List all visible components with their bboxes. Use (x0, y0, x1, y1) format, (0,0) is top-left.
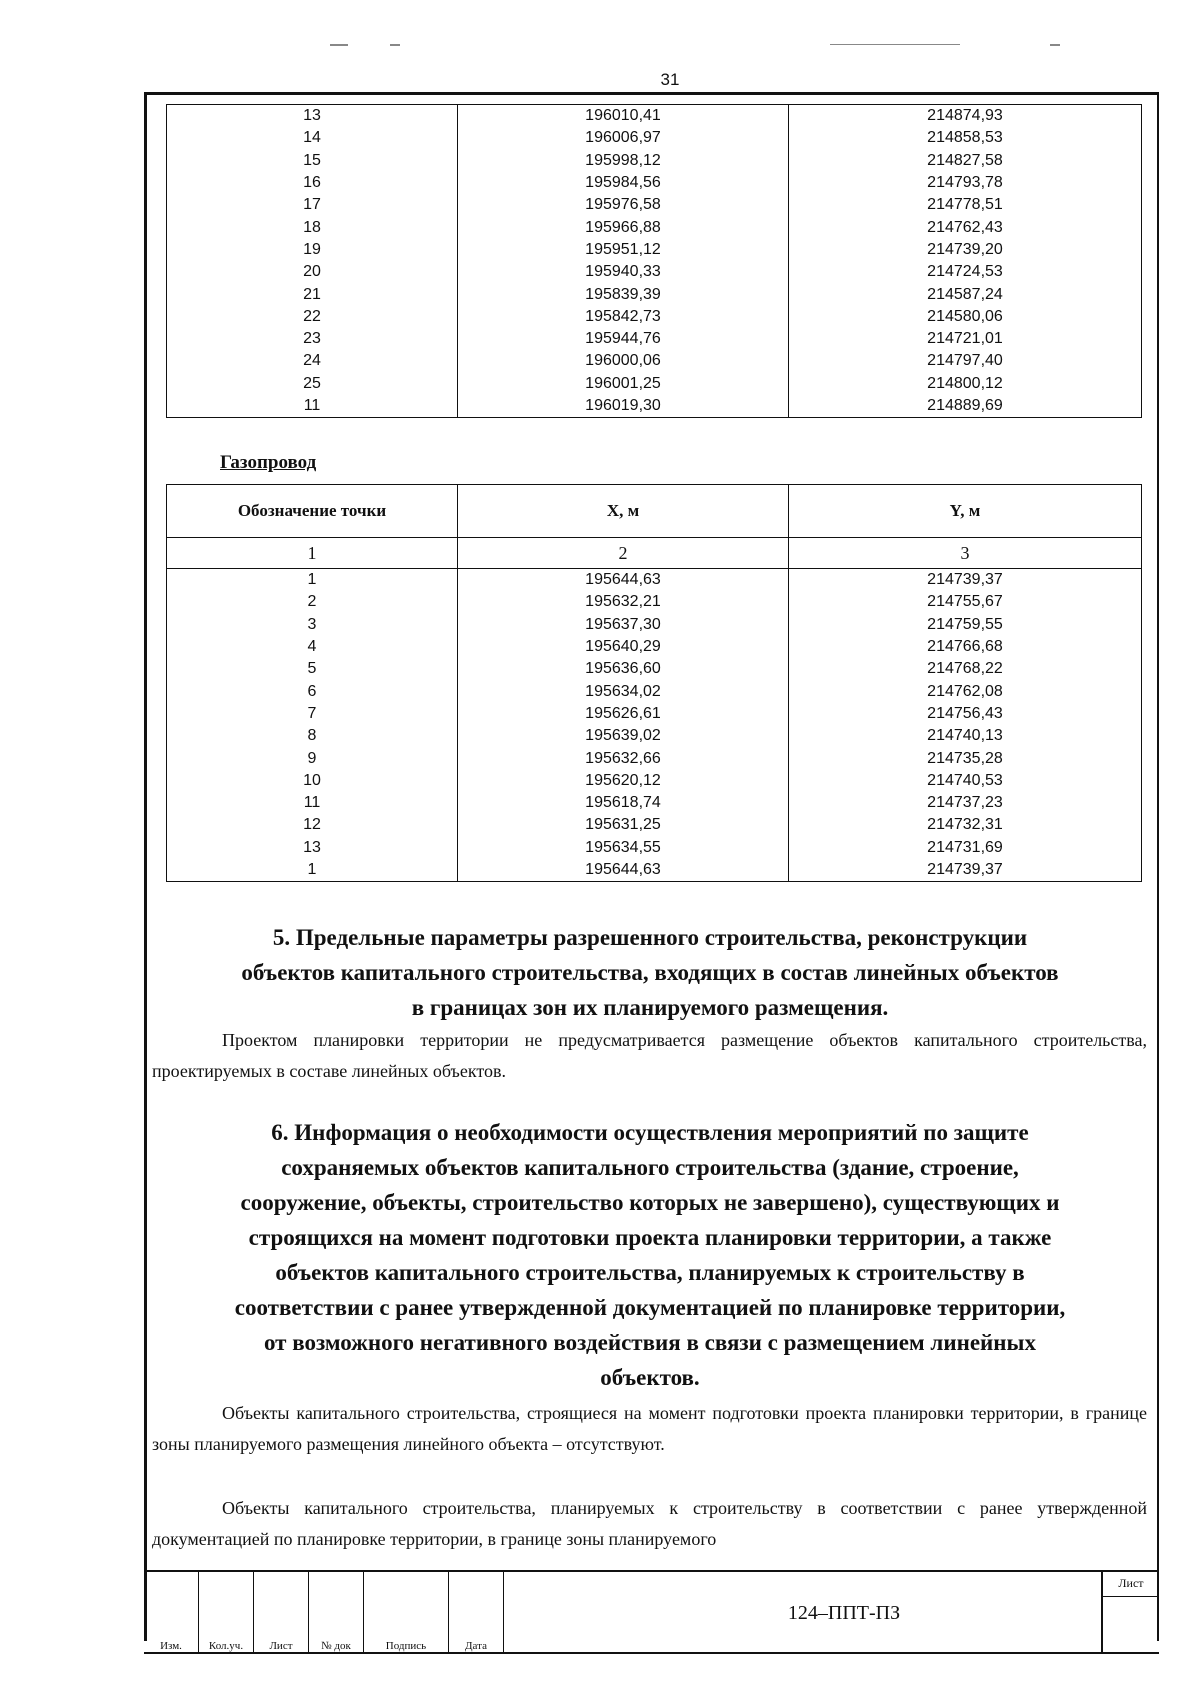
point-id-cell: 4 (307, 638, 317, 656)
x-coord-cell: 195644,63 (458, 569, 789, 592)
point-id-cell: 17 (303, 196, 321, 214)
point-id-cell: 10 (303, 771, 321, 789)
y-coord-cell: 214762,43 (789, 216, 1142, 238)
column-number: 2 (458, 538, 789, 569)
point-id-cell: 23 (303, 330, 321, 348)
x-coord-cell: 195640,29 (458, 636, 789, 658)
column-number-row (167, 538, 1142, 569)
table-row (167, 636, 1142, 658)
x-coord-cell: 195944,76 (458, 328, 789, 350)
y-coord-cell: 214827,58 (789, 150, 1142, 172)
x-coord-cell: 195966,88 (458, 216, 789, 238)
heading-line: 6. Информация о необходимости осуществления мероприятий по защите (271, 1120, 1029, 1145)
table-row (167, 105, 1142, 128)
y-coord-cell: 214800,12 (789, 373, 1142, 395)
x-coord-cell: 196019,30 (458, 395, 789, 418)
heading-line: объектов капитального строительства, планируемых к строительству в (275, 1260, 1025, 1285)
y-coord-cell: 214740,13 (789, 725, 1142, 747)
y-coord-cell: 214721,01 (789, 328, 1142, 350)
x-coord-cell: 196006,97 (458, 127, 789, 149)
table-row (167, 395, 1142, 418)
y-coord-cell: 214759,55 (789, 614, 1142, 636)
table-row (167, 837, 1142, 859)
table-header-row (167, 485, 1142, 538)
point-id-cell: 24 (303, 352, 321, 370)
point-id-cell: 1 (307, 861, 317, 878)
x-coord-cell: 195998,12 (458, 150, 789, 172)
table-row (167, 283, 1142, 305)
title-block-stamp (144, 1570, 1159, 1654)
document-code: 124–ППТ-ПЗ (787, 1602, 901, 1624)
table-row (167, 239, 1142, 261)
heading-line: соответствии с ранее утвержденной документацией по планировке территории, (234, 1295, 1066, 1320)
point-id-cell: 5 (307, 660, 317, 678)
x-coord-cell: 195634,55 (458, 837, 789, 859)
stamp-col: Изм. (144, 1572, 199, 1652)
table-row (167, 216, 1142, 238)
point-id-cell: 9 (307, 749, 317, 767)
point-id-cell: 11 (303, 397, 321, 414)
header-point: Обозначение точки (167, 485, 458, 538)
y-coord-cell: 214737,23 (789, 792, 1142, 814)
sheet-label: Лист (1103, 1576, 1159, 1597)
y-coord-cell: 214793,78 (789, 172, 1142, 194)
point-id-cell: 18 (303, 218, 321, 236)
scan-artifact (330, 44, 348, 46)
heading-line: объектов капитального строительства, входящих в состав линейных объектов (241, 960, 1059, 985)
point-id-cell: 13 (303, 107, 321, 125)
gas-pipeline-title: Газопровод (220, 452, 317, 473)
table-row (167, 725, 1142, 747)
table-row (167, 306, 1142, 328)
section5-heading (150, 920, 1150, 1025)
x-coord-cell: 195632,66 (458, 747, 789, 769)
heading-line: от возможного негативного воздействия в связи с размещением линейных (263, 1330, 1037, 1355)
y-coord-cell: 214739,37 (789, 569, 1142, 592)
point-id-cell: 11 (303, 794, 321, 812)
table-row (167, 814, 1142, 836)
stamp-col: Подпись (364, 1572, 449, 1652)
x-coord-cell: 195951,12 (458, 239, 789, 261)
heading-line: сооружение, объекты, строительство которых не завершено), существующих и (240, 1190, 1060, 1215)
y-coord-cell: 214756,43 (789, 703, 1142, 725)
coordinates-table-continued (166, 104, 1142, 418)
x-coord-cell: 195839,39 (458, 283, 789, 305)
point-id-cell: 19 (303, 240, 321, 258)
stamp-col: Кол.уч. (199, 1572, 254, 1652)
heading-line: сохраняемых объектов капитального строительства (здание, строение, (281, 1155, 1019, 1180)
x-coord-cell: 195644,63 (458, 859, 789, 882)
y-coord-cell: 214755,67 (789, 591, 1142, 613)
section5-paragraph: Проектом планировки территории не предусматривается размещение объектов капитального строительства, проектируемых в составе линейных объектов. (152, 1030, 1147, 1081)
point-id-cell: 22 (303, 307, 321, 325)
y-coord-cell: 214797,40 (789, 350, 1142, 372)
y-coord-cell: 214766,68 (789, 636, 1142, 658)
heading-line: объектов. (600, 1365, 700, 1390)
point-id-cell: 2 (307, 593, 317, 611)
header-y: Y, м (789, 485, 1142, 538)
y-coord-cell: 214732,31 (789, 814, 1142, 836)
table-row (167, 792, 1142, 814)
section6-paragraph-2: Объекты капитального строительства, планируемых к строительству в соответствии с ранее утвержденной документацией по планировке территории, в границе зоны планируемого (152, 1498, 1147, 1549)
x-coord-cell: 195632,21 (458, 591, 789, 613)
y-coord-cell: 214739,37 (789, 859, 1142, 882)
scan-artifact (1050, 44, 1060, 46)
table-row (167, 658, 1142, 680)
y-coord-cell: 214739,20 (789, 239, 1142, 261)
table-row (167, 703, 1142, 725)
table-row (167, 150, 1142, 172)
x-coord-cell: 195976,58 (458, 194, 789, 216)
gas-pipeline-table (166, 484, 1142, 882)
sheet-box (1101, 1572, 1159, 1652)
table-row (167, 261, 1142, 283)
table-row (167, 328, 1142, 350)
y-coord-cell: 214858,53 (789, 127, 1142, 149)
x-coord-cell: 195618,74 (458, 792, 789, 814)
point-id-cell: 1 (307, 571, 317, 589)
table-row (167, 569, 1142, 592)
y-coord-cell: 214740,53 (789, 770, 1142, 792)
point-id-cell: 14 (303, 129, 321, 147)
point-id-cell: 7 (307, 704, 317, 722)
y-coord-cell: 214762,08 (789, 680, 1142, 702)
heading-line: строящихся на момент подготовки проекта планировки территории, а также (248, 1225, 1052, 1250)
point-id-cell: 21 (303, 285, 321, 303)
header-x: X, м (458, 485, 789, 538)
y-coord-cell: 214889,69 (789, 395, 1142, 418)
section6-heading (150, 1115, 1150, 1395)
x-coord-cell: 195637,30 (458, 614, 789, 636)
section6-paragraph-1: Объекты капитального строительства, строящиеся на момент подготовки проекта планировки территории, в границе зоны планируемого размещения линейного объекта – отсутствуют. (152, 1403, 1147, 1454)
point-id-cell: 15 (303, 151, 321, 169)
point-id-cell: 25 (303, 374, 321, 392)
table-row (167, 680, 1142, 702)
stamp-signature-grid (144, 1572, 504, 1652)
point-id-cell: 3 (307, 615, 317, 633)
point-id-cell: 13 (303, 838, 321, 856)
y-coord-cell: 214731,69 (789, 837, 1142, 859)
x-coord-cell: 196000,06 (458, 350, 789, 372)
x-coord-cell: 195620,12 (458, 770, 789, 792)
y-coord-cell: 214874,93 (789, 105, 1142, 128)
table-row (167, 172, 1142, 194)
y-coord-cell: 214735,28 (789, 747, 1142, 769)
table-row (167, 591, 1142, 613)
scan-artifact (390, 44, 400, 46)
point-id-cell: 20 (303, 263, 321, 281)
point-id-cell: 16 (303, 174, 321, 192)
page-number: 31 (660, 70, 680, 89)
table-row (167, 350, 1142, 372)
scan-artifact (830, 44, 960, 45)
table-row (167, 127, 1142, 149)
y-coord-cell: 214768,22 (789, 658, 1142, 680)
stamp-col: Лист (254, 1572, 309, 1652)
x-coord-cell: 196001,25 (458, 373, 789, 395)
column-number: 3 (789, 538, 1142, 569)
table-row (167, 194, 1142, 216)
column-number: 1 (167, 538, 458, 569)
heading-line: в границах зон их планируемого размещения. (411, 995, 889, 1020)
x-coord-cell: 195636,60 (458, 658, 789, 680)
x-coord-cell: 195842,73 (458, 306, 789, 328)
x-coord-cell: 195634,02 (458, 680, 789, 702)
y-coord-cell: 214778,51 (789, 194, 1142, 216)
stamp-col: Дата (449, 1572, 504, 1652)
table-row (167, 747, 1142, 769)
y-coord-cell: 214587,24 (789, 283, 1142, 305)
y-coord-cell: 214724,53 (789, 261, 1142, 283)
table-row (167, 614, 1142, 636)
point-id-cell: 8 (307, 727, 317, 745)
table-row (167, 373, 1142, 395)
point-id-cell: 6 (307, 682, 317, 700)
x-coord-cell: 195984,56 (458, 172, 789, 194)
table-row (167, 859, 1142, 882)
point-id-cell: 12 (303, 816, 321, 834)
x-coord-cell: 195626,61 (458, 703, 789, 725)
x-coord-cell: 195639,02 (458, 725, 789, 747)
heading-line: 5. Предельные параметры разрешенного строительства, реконструкции (272, 925, 1028, 950)
x-coord-cell: 195631,25 (458, 814, 789, 836)
x-coord-cell: 196010,41 (458, 105, 789, 128)
x-coord-cell: 195940,33 (458, 261, 789, 283)
y-coord-cell: 214580,06 (789, 306, 1142, 328)
stamp-col: № док (309, 1572, 364, 1652)
table-row (167, 770, 1142, 792)
